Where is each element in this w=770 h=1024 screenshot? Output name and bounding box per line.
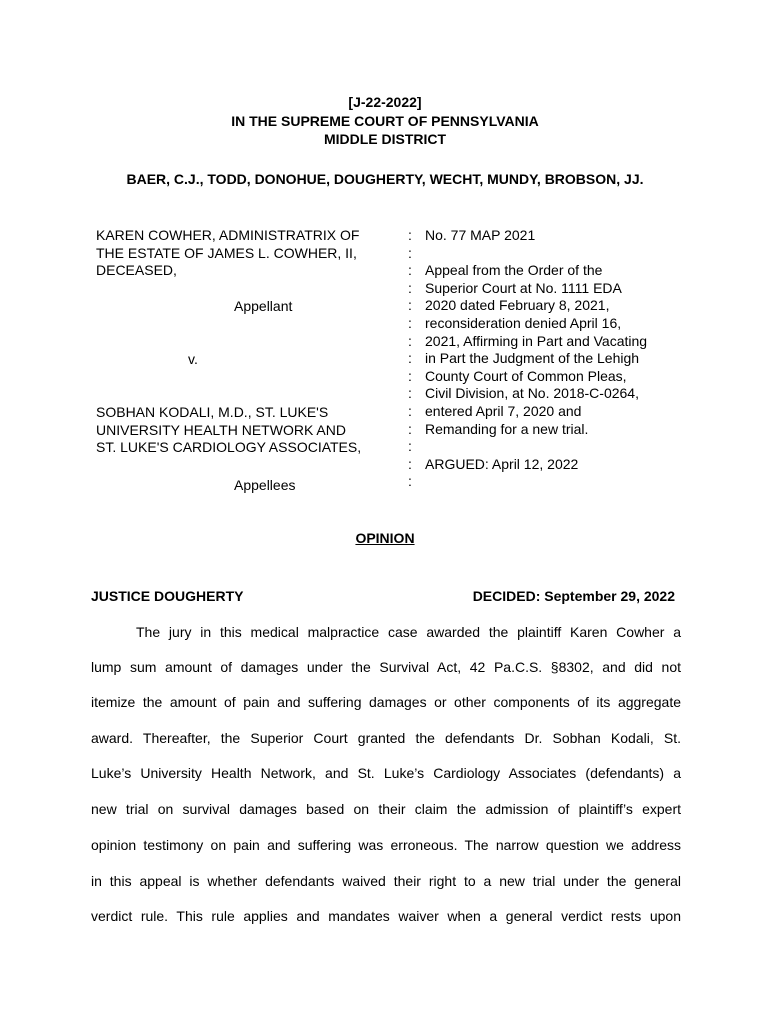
spacer-line (425, 245, 685, 263)
colon-mark: : (408, 297, 412, 314)
colon-mark: : (408, 438, 412, 455)
justices-line: BAER, C.J., TODD, DONOHUE, DOUGHERTY, WECHT, MUNDY, BROBSON, JJ. (126, 171, 644, 187)
body-text-line: award. Thereafter, the Superior Court granted the defendants Dr. Sobhan Kodali, St. (91, 730, 681, 746)
appeal-line: County Court of Common Pleas, (425, 367, 627, 384)
colon-mark: : (408, 350, 412, 367)
colon-mark: : (408, 420, 412, 437)
colon-mark: : (408, 367, 412, 384)
versus-label: v. (188, 351, 198, 367)
decided-date: DECIDED: September 29, 2022 (472, 588, 675, 604)
colon-mark: : (408, 473, 412, 490)
appellees-label: Appellees (234, 477, 296, 493)
body-text-line: verdict rule. This rule applies and mandates waiver when a general verdict rests upon (91, 908, 681, 924)
case-info (425, 227, 685, 473)
colon-mark: : (408, 455, 412, 472)
appeal-line: Civil Division, at No. 2018-C-0264, (425, 385, 639, 402)
appeal-line: entered April 7, 2020 and (425, 402, 582, 419)
spacer-line (425, 438, 685, 456)
colon-mark: : (408, 227, 412, 243)
body-text-line: The jury in this medical malpractice case awarded the plaintiff Karen Cowher a (136, 624, 681, 640)
body-text-line: lump sum amount of damages under the Survival Act, 42 Pa.C.S. §8302, and did not (91, 659, 681, 675)
appellant-party (96, 227, 396, 280)
appeal-line: Remanding for a new trial. (425, 420, 589, 437)
appeal-line: reconsideration denied April 16, (425, 314, 622, 331)
colon-mark: : (408, 314, 412, 331)
appellant-label: Appellant (234, 298, 293, 314)
appellant-line: THE ESTATE OF JAMES L. COWHER, II, (96, 244, 357, 261)
colon-mark: : (408, 332, 412, 349)
appeal-line: Appeal from the Order of the (425, 262, 603, 279)
appellee-line: ST. LUKE'S CARDIOLOGY ASSOCIATES, (96, 439, 362, 456)
appellant-line: KAREN COWHER, ADMINISTRATRIX OF (96, 227, 360, 243)
case-number: No. 77 MAP 2021 (425, 227, 536, 243)
colon-mark: : (408, 244, 412, 261)
colon-mark: : (408, 385, 412, 402)
body-text-line: new trial on survival damages based on their claim the admission of plaintiff’s expert (91, 801, 681, 817)
docket-number: [J-22-2022] (348, 94, 422, 110)
caption-divider (408, 227, 418, 491)
colon-mark: : (408, 262, 412, 279)
appellee-line: SOBHAN KODALI, M.D., ST. LUKE'S (96, 404, 329, 420)
body-text-line: Luke’s University Health Network, and St. Luke’s Cardiology Associates (defendants) a (91, 765, 681, 781)
appeal-line: 2020 dated February 8, 2021, (425, 297, 610, 314)
district-name: MIDDLE DISTRICT (323, 131, 447, 147)
appellant-line: DECEASED, (96, 262, 177, 279)
colon-mark: : (408, 402, 412, 419)
opinion-author: JUSTICE DOUGHERTY (91, 588, 244, 604)
appellee-line: UNIVERSITY HEALTH NETWORK AND (96, 421, 346, 438)
body-text-line: opinion testimony on pain and suffering was erroneous. The narrow question we address (91, 837, 681, 853)
appeal-line: in Part the Judgment of the Lehigh (425, 350, 640, 367)
appeal-line: 2021, Affirming in Part and Vacating (425, 332, 648, 349)
argued-date: ARGUED: April 12, 2022 (425, 455, 579, 472)
appellee-party (96, 404, 396, 457)
appeal-line: Superior Court at No. 1111 EDA (425, 279, 622, 296)
body-text-line: in this appeal is whether defendants waived their right to a new trial under the general (91, 873, 681, 889)
opinion-title: OPINION (355, 530, 415, 546)
colon-mark: : (408, 279, 412, 296)
court-name: IN THE SUPREME COURT OF PENNSYLVANIA (231, 113, 539, 129)
body-text-line: itemize the amount of pain and suffering damages or other components of its aggregate (91, 694, 681, 710)
